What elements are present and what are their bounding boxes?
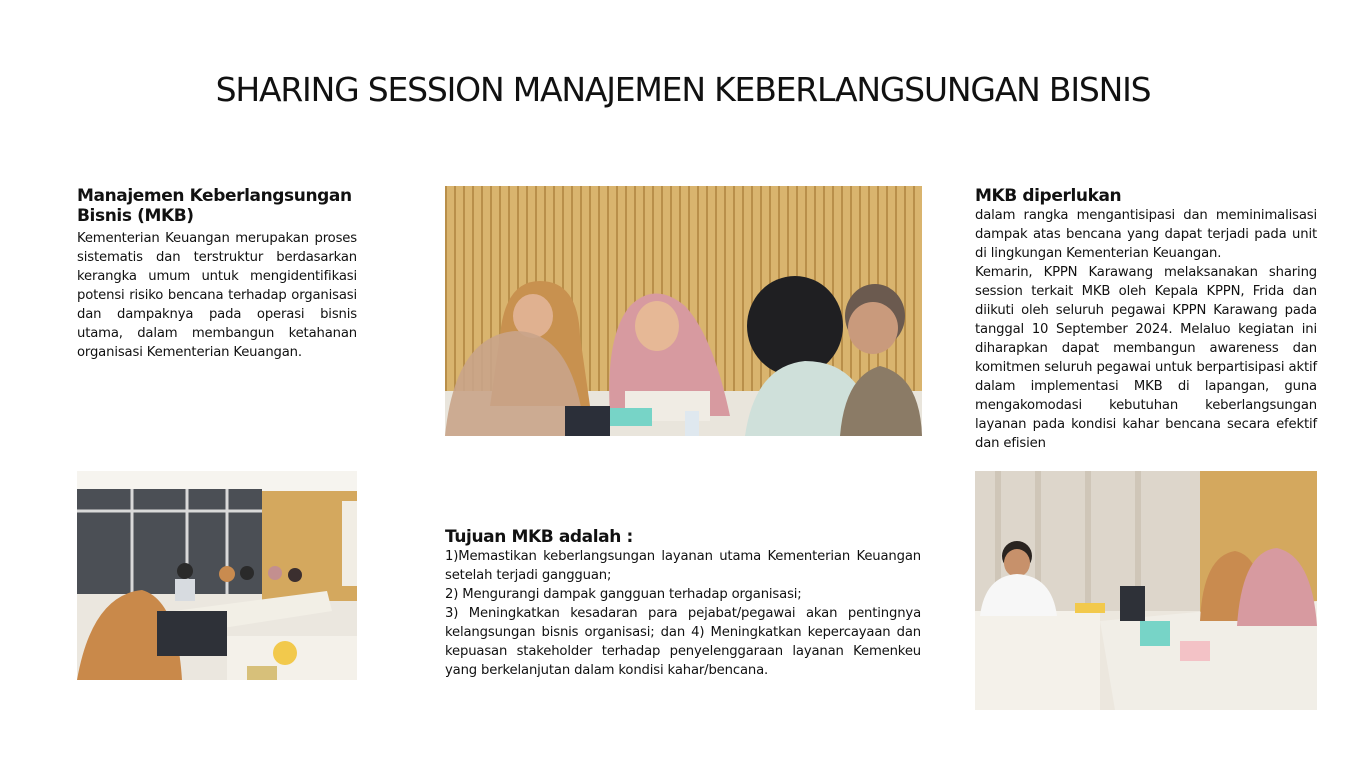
mkb-definition-heading: Manajemen Keberlangsungan Bisnis (MKB) xyxy=(77,186,352,226)
page-title: SHARING SESSION MANAJEMEN KEBERLANGSUNGAN BISNIS xyxy=(215,70,1151,109)
meeting-photo-center xyxy=(445,186,922,436)
mkb-goals-section xyxy=(445,527,921,680)
mkb-needed-paragraph-1: dalam rangka mengantisipasi dan meminimalisasi dampak atas bencana yang dapat terjadi pada unit di lingkungan Kementerian Keuangan. xyxy=(975,208,1317,261)
mkb-goal-1: 1)Memastikan keberlangsungan layanan utama Kementerian Keuangan setelah terjadi gangguan; xyxy=(445,549,921,583)
mkb-needed-paragraph-2: Kemarin, KPPN Karawang melaksanakan sharing session terkait MKB oleh Kepala KPPN, Frida dan diikuti oleh seluruh pegawai KPPN Karawang pada tanggal 10 September 2024. Melaluo kegiatan ini diharapkan dapat membangun awareness dan komitmen seluruh pegawai untuk berpartisipasi aktif dalam implementasi MKB di lapangan, guna mengakomodasi kebutuhan keberlangsungan layanan pada kondisi kahar bencana secara efektif dan efisien xyxy=(975,265,1317,451)
mkb-needed-section xyxy=(975,186,1317,453)
meeting-photo-left xyxy=(77,471,357,680)
mkb-needed-heading: MKB diperlukan xyxy=(975,186,1122,206)
mkb-goal-2: 2) Mengurangi dampak gangguan terhadap organisasi; xyxy=(445,587,802,602)
mkb-goal-3-4: 3) Meningkatkan kesadaran para pejabat/pegawai akan pentingnya kelangsungan bisnis organisasi; dan 4) Meningkatkan kepercayaan dan kepuasan stakeholder terhadap penyelenggaraan layanan Kemenkeu yang berkelanjutan dalam kondisi kahar/bencana. xyxy=(445,606,921,678)
mkb-definition-section xyxy=(77,186,357,362)
meeting-photo-right xyxy=(975,471,1317,710)
mkb-goals-heading: Tujuan MKB adalah : xyxy=(445,527,633,547)
mkb-definition-body: Kementerian Keuangan merupakan proses sistematis dan terstruktur berdasarkan kerangka umum untuk mengidentifikasi potensi risiko bencana terhadap organisasi dan dampaknya pada operasi bisnis utama, dalam membangun ketahanan organisasi Kementerian Keuangan. xyxy=(77,231,357,360)
